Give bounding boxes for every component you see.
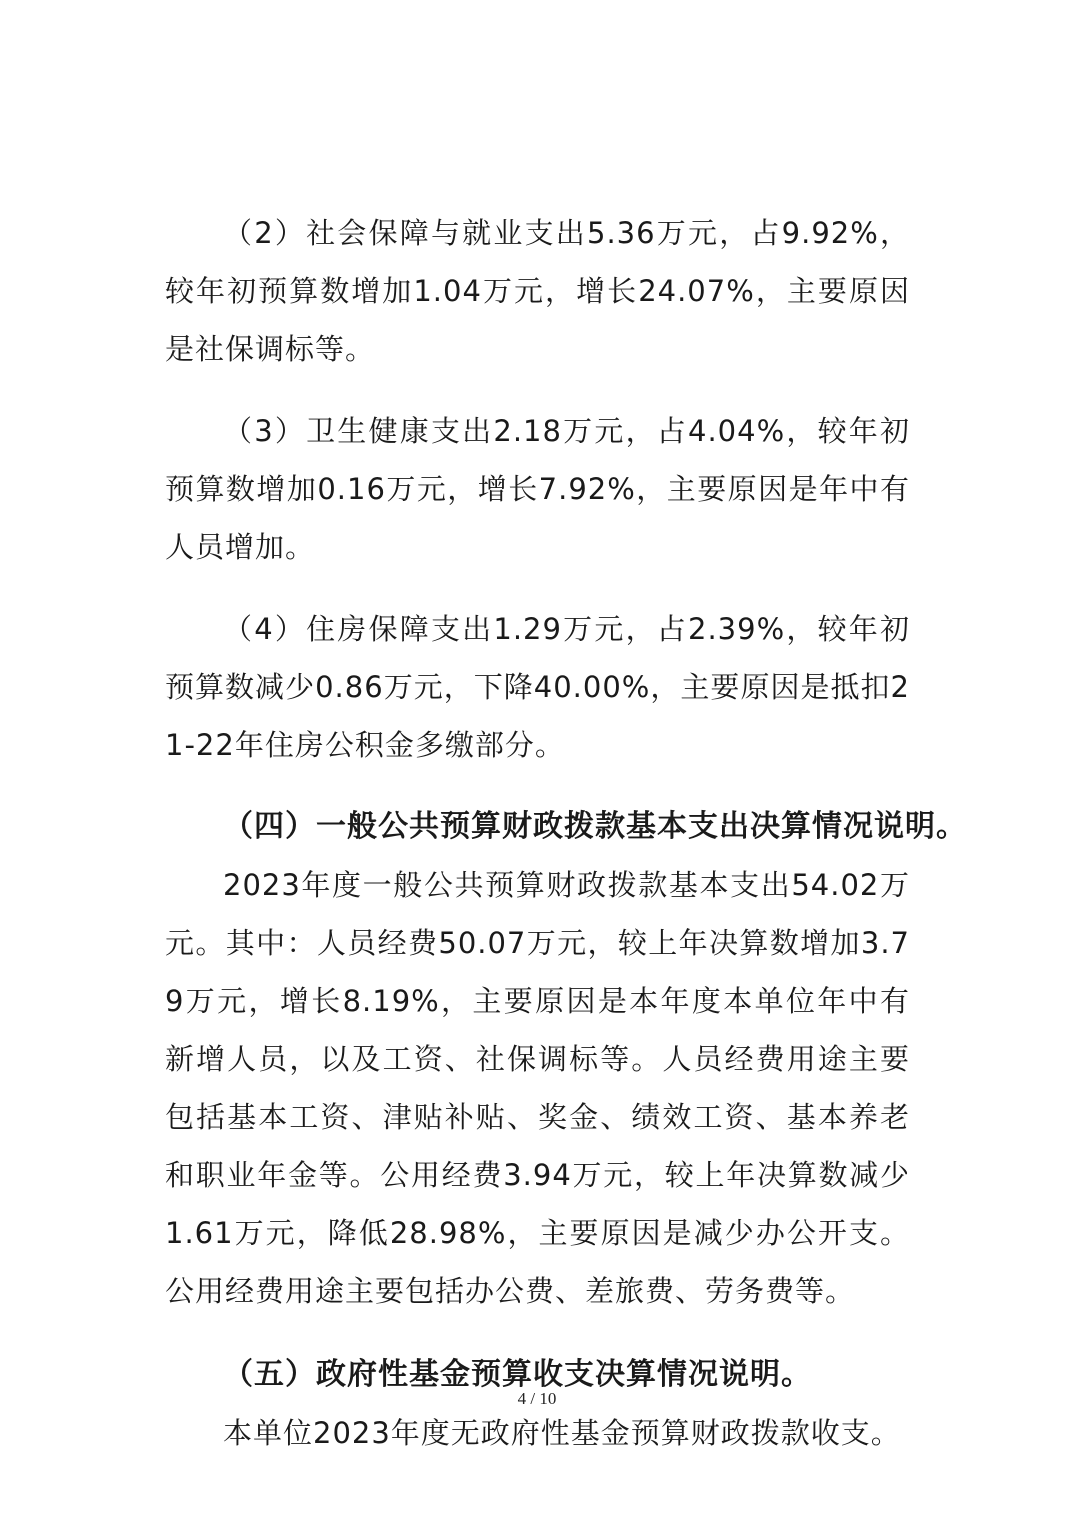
paragraph-basic-expenditure: 2023年度一般公共预算财政拨款基本支出54.02万元。其中：人员经费50.07万元，较上年决算数增加3.79万元，增长8.19%，主要原因是本年度本单位年中有新增人员，以及工资、社保调标等。人员经费用途主要包括基本工资、津贴补贴、奖金、绩效工资、基本养老和职业年金等。公用经费3.94万元，较上年决算数减少1.61万元，降低28.98%，主要原因是减少办公开支。公用经费用途主要包括办公费、差旅费、劳务费等。 — [165, 868, 910, 1308]
paragraph-housing: （4）住房保障支出1.29万元，占2.39%，较年初预算数减少0.86万元，下降40.00%，主要原因是抵扣21-22年住房公积金多缴部分。 — [165, 612, 910, 762]
paragraph-health: （3）卫生健康支出2.18万元，占4.04%，较年初预算数增加0.16万元，增长7.92%，主要原因是年中有人员增加。 — [165, 414, 910, 564]
paragraph-social-security: （2）社会保障与就业支出5.36万元，占9.92%，较年初预算数增加1.04万元，增长24.07%，主要原因是社保调标等。 — [165, 216, 910, 366]
document-body — [165, 204, 967, 1462]
page-number: 4 / 10 — [517, 1389, 557, 1408]
section-heading-basic-expenditure: （四）一般公共预算财政拨款基本支出决算情况说明。 — [223, 809, 967, 844]
paragraph-government-fund: 本单位2023年度无政府性基金预算财政拨款收支。 — [223, 1416, 901, 1450]
section-heading-government-fund: （五）政府性基金预算收支决算情况说明。 — [223, 1357, 812, 1392]
